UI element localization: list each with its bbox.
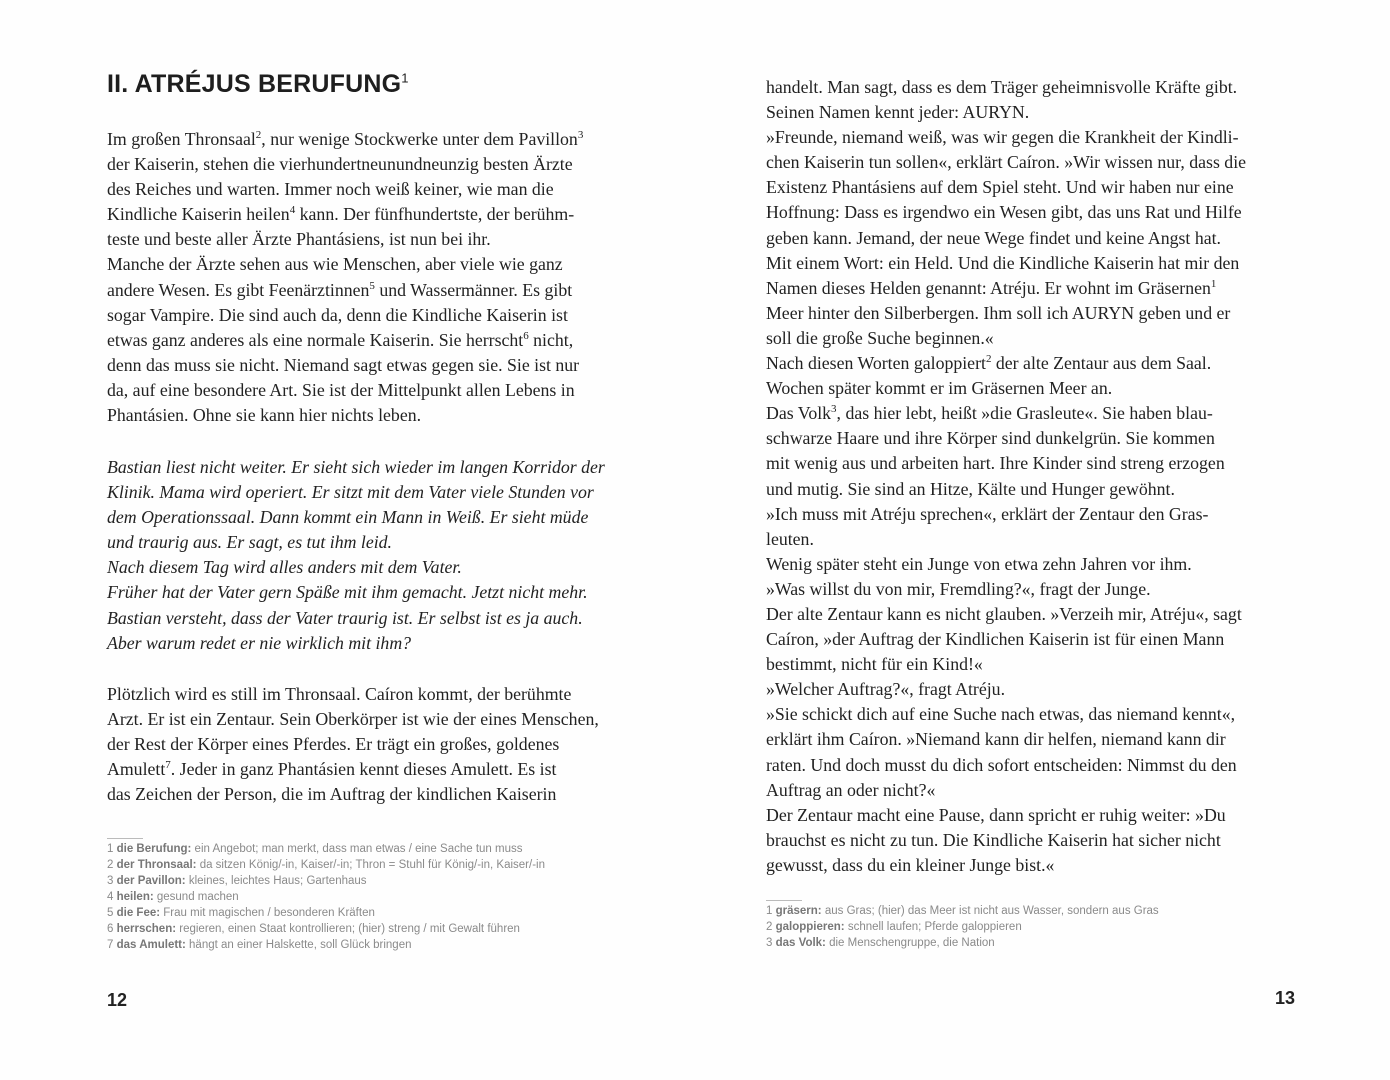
- text-line: [766, 477, 1326, 502]
- text-segment: nicht,: [528, 329, 574, 350]
- footnote-text: Frau mit magischen / besonderen Kräften: [160, 907, 375, 919]
- text-segment: Phantásien. Ohne sie kann hier nichts leben.: [107, 405, 422, 426]
- text-line: [766, 627, 1326, 652]
- text-line: [766, 75, 1326, 100]
- footnote: [107, 873, 545, 889]
- footnote-number: 4: [107, 891, 114, 903]
- text-segment: Namen dieses Helden genannt: Atréju. Er wohnt im Gräsernen: [766, 277, 1211, 298]
- text-segment: der Kaiserin, stehen die vierhundertneunundneunzig besten Ärzte: [107, 154, 573, 175]
- text-segment: und mutig. Sie sind an Hitze, Kälte und Hunger gewöhnt.: [766, 478, 1175, 499]
- footnotes-right: [766, 903, 1159, 951]
- footnotes-left: [107, 841, 545, 953]
- text-line: [766, 426, 1326, 451]
- text-segment: der alte Zentaur aus dem Saal.: [991, 353, 1212, 374]
- text-segment: , nur wenige Stockwerke unter dem Pavillon: [261, 129, 578, 149]
- text-segment: Das Volk: [766, 403, 832, 424]
- text-line: [107, 353, 647, 378]
- footnote-marker: 6: [523, 329, 529, 342]
- text-line: [107, 252, 647, 277]
- footnote: [766, 903, 1159, 919]
- text-line: [766, 351, 1326, 376]
- paragraph-cairon: [107, 682, 647, 807]
- text-line: [766, 602, 1326, 627]
- text-line: [107, 303, 647, 328]
- text-segment: denn das muss sie nicht. Niemand sagt etwas gegen sie. Sie ist nur: [107, 354, 580, 375]
- text-segment: »Welcher Auftrag?«, fragt Atréju.: [766, 679, 1006, 700]
- text-line: [107, 227, 647, 252]
- text-segment: Manche der Ärzte sehen aus wie Menschen, aber viele wie ganz: [107, 254, 563, 275]
- text-line: Nach diesem Tag wird alles anders mit dem Vater.: [107, 557, 462, 578]
- text-line: Bastian versteht, dass der Vater traurig ist. Er selbst ist es ja auch.: [107, 607, 583, 628]
- text-segment: brauchst es nicht zu tun. Die Kindliche Kaiserin hat sicher nicht: [766, 829, 1221, 850]
- right-body-text: [766, 75, 1326, 878]
- text-segment: Kindliche Kaiserin heilen: [107, 204, 290, 225]
- footnote-divider: [107, 838, 143, 839]
- text-line: [107, 152, 647, 177]
- footnote-number: 3: [107, 875, 114, 887]
- title-footnote-marker: 1: [401, 70, 409, 86]
- text-segment: »Freunde, niemand weiß, was wir gegen die Krankheit der Kindli-: [766, 127, 1239, 148]
- text-line: [107, 757, 647, 782]
- text-line: [766, 175, 1326, 200]
- text-segment: raten. Und doch musst du dich sofort entscheiden: Nimmst du den: [766, 754, 1237, 775]
- footnote-text: schnell laufen; Pferde galoppieren: [844, 921, 1022, 933]
- footnote-term: der Thronsaal:: [116, 859, 197, 871]
- page-number-right: 13: [1275, 988, 1296, 1008]
- text-segment: gewusst, dass du ein kleiner Junge bist.«: [766, 854, 1055, 875]
- text-segment: Der Zentaur macht eine Pause, dann spricht er ruhig weiter: »Du: [766, 804, 1226, 825]
- text-segment: Hoffnung: Dass es irgendwo ein Wesen gibt, das uns Rat und Hilfe: [766, 202, 1242, 223]
- text-line: [107, 202, 647, 227]
- text-line: [766, 301, 1326, 326]
- footnote: [107, 937, 545, 953]
- text-line: [766, 828, 1326, 853]
- text-segment: . Jeder in ganz Phantásien kennt dieses Amulett. Es ist: [170, 759, 557, 780]
- footnote-text: da sitzen König/-in, Kaiser/-in; Thron = Stuhl für König/-in, Kaiser/-in: [196, 859, 545, 871]
- text-line: [107, 782, 647, 807]
- text-line: [107, 328, 647, 353]
- footnote-marker: 7: [165, 759, 171, 772]
- footnote-marker: 2: [985, 353, 992, 366]
- text-line: [107, 732, 647, 757]
- text-line: Klinik. Mama wird operiert. Er sitzt mit dem Vater viele Stunden vor: [107, 482, 594, 503]
- text-line: [766, 251, 1326, 276]
- text-line: Bastian liest nicht weiter. Er sieht sich wieder im langen Korridor der: [107, 457, 605, 477]
- text-segment: Auftrag an oder nicht?«: [766, 779, 936, 800]
- text-segment: des Reiches und warten. Immer noch weiß keiner, wie man die: [107, 179, 554, 200]
- footnote-text: regieren, einen Staat kontrollieren; (hier) streng / mit Gewalt führen: [176, 923, 520, 935]
- text-line: und traurig aus. Er sagt, es tut ihm leid.: [107, 532, 393, 553]
- footnote-number: 5: [107, 907, 114, 919]
- text-line: [107, 378, 647, 403]
- footnote: [107, 905, 545, 921]
- footnote-text: hängt an einer Halskette, soll Glück bringen: [185, 939, 412, 951]
- text-segment: andere Wesen. Es gibt Feenärztinnen: [107, 279, 370, 300]
- footnote-term: herrschen:: [116, 923, 177, 935]
- text-line: [107, 127, 647, 152]
- text-line: [766, 401, 1326, 426]
- footnote: [107, 841, 545, 857]
- text-line: [766, 577, 1326, 602]
- footnote-marker: 3: [831, 403, 837, 416]
- text-segment: Nach diesen Worten galoppiert: [766, 353, 986, 374]
- text-segment: das Zeichen der Person, die im Auftrag der kindlichen Kaiserin: [107, 784, 557, 805]
- text-segment: geben kann. Jemand, der neue Wege findet und keine Angst hat.: [766, 227, 1221, 248]
- text-segment: Existenz Phantásiens auf dem Spiel steht. Und wir haben nur eine: [766, 177, 1234, 198]
- text-line: [766, 276, 1326, 301]
- text-line: [766, 100, 1326, 125]
- text-segment: »Sie schickt dich auf eine Suche nach etwas, das niemand kennt«,: [766, 704, 1236, 725]
- text-segment: Arzt. Er ist ein Zentaur. Sein Oberkörper ist wie der eines Menschen,: [107, 709, 599, 730]
- text-line: [107, 278, 647, 303]
- footnote-marker: 3: [577, 129, 584, 142]
- text-line: [766, 652, 1326, 677]
- footnote-number: 3: [766, 937, 773, 949]
- text-segment: kann. Der fünfhundertste, der berühm-: [295, 204, 575, 225]
- footnote-term: der Pavillon:: [116, 875, 186, 887]
- footnote-term: heilen:: [116, 891, 154, 903]
- text-line: Aber warum redet er nie wirklich mit ihm?: [107, 632, 412, 653]
- text-segment: Mit einem Wort: ein Held. Und die Kindliche Kaiserin hat mir den: [766, 252, 1240, 273]
- text-segment: Seinen Namen kennt jeder: AURYN.: [766, 102, 1030, 123]
- text-segment: handelt. Man sagt, dass es dem Träger geheimnisvolle Kräfte gibt.: [766, 77, 1238, 97]
- text-line: [766, 226, 1326, 251]
- text-line: [766, 552, 1326, 577]
- text-line: [766, 150, 1326, 175]
- footnote: [107, 889, 545, 905]
- text-line: [766, 853, 1326, 878]
- text-segment: und Wassermänner. Es gibt: [374, 279, 573, 300]
- footnote: [107, 857, 545, 873]
- text-segment: etwas ganz anderes als eine normale Kaiserin. Sie herrscht: [107, 329, 524, 350]
- text-segment: bestimmt, nicht für ein Kind!«: [766, 654, 983, 675]
- text-segment: Wochen später kommt er im Gräsernen Meer an.: [766, 378, 1113, 399]
- footnote-term: galoppieren:: [775, 921, 845, 933]
- text-segment: , das hier lebt, heißt »die Grasleute«. Sie haben blau-: [836, 403, 1213, 424]
- text-line: [766, 326, 1326, 351]
- text-segment: Der alte Zentaur kann es nicht glauben. »Verzeih mir, Atréju«, sagt: [766, 603, 1242, 624]
- right-page: [695, 0, 1390, 1080]
- footnote-term: gräsern:: [775, 905, 822, 917]
- text-segment: chen Kaiserin tun sollen«, erklärt Caíron. »Wir wissen nur, dass die: [766, 152, 1247, 173]
- footnote-marker: 1: [1210, 277, 1217, 290]
- footnote-number: 2: [107, 859, 114, 871]
- text-line: [766, 502, 1326, 527]
- footnote: [107, 921, 545, 937]
- footnote-term: das Amulett:: [116, 939, 186, 951]
- text-line: [766, 753, 1326, 778]
- paragraph-italic-bastian: [107, 455, 647, 656]
- text-segment: teste und beste aller Ärzte Phantásiens, ist nun bei ihr.: [107, 229, 491, 250]
- text-segment: Caíron, »der Auftrag der Kindlichen Kaiserin ist für einen Mann: [766, 629, 1225, 650]
- footnote-marker: 2: [255, 129, 262, 142]
- footnote-text: die Menschengruppe, die Nation: [825, 937, 995, 949]
- text-line: [766, 727, 1326, 752]
- footnote-marker: 5: [369, 279, 375, 292]
- footnote-text: aus Gras; (hier) das Meer ist nicht aus Wasser, sondern aus Gras: [821, 905, 1159, 917]
- text-segment: erklärt ihm Caíron. »Niemand kann dir helfen, niemand kann dir: [766, 729, 1226, 750]
- text-line: [766, 200, 1326, 225]
- text-segment: »Ich muss mit Atréju sprechen«, erklärt der Zentaur den Gras-: [766, 503, 1209, 524]
- footnote-number: 7: [107, 939, 114, 951]
- text-line: dem Operationssaal. Dann kommt ein Mann in Weiß. Er sieht müde: [107, 507, 589, 528]
- text-line: [766, 125, 1326, 150]
- text-line: Früher hat der Vater gern Späße mit ihm gemacht. Jetzt nicht mehr.: [107, 582, 588, 603]
- text-segment: »Was willst du von mir, Fremdling?«, fragt der Junge.: [766, 578, 1151, 599]
- text-line: [107, 177, 647, 202]
- footnote-divider: [766, 900, 802, 901]
- text-segment: schwarze Haare und ihre Körper sind dunkelgrün. Sie kommen: [766, 428, 1215, 449]
- text-segment: der Rest der Körper eines Pferdes. Er trägt ein großes, goldenes: [107, 734, 560, 755]
- text-segment: soll die große Suche beginnen.«: [766, 327, 994, 348]
- text-segment: da, auf eine besondere Art. Sie ist der Mittelpunkt allen Lebens in: [107, 379, 575, 400]
- text-line: [107, 682, 647, 707]
- footnote-marker: 4: [289, 204, 296, 217]
- text-line: [107, 707, 647, 732]
- text-segment: mit wenig aus und arbeiten hart. Ihre Kinder sind streng erzogen: [766, 453, 1225, 474]
- text-segment: Amulett: [107, 759, 166, 780]
- paragraph-throne-room: [107, 127, 647, 428]
- footnote-text: kleines, leichtes Haus; Gartenhaus: [185, 875, 367, 887]
- text-segment: Im großen Thronsaal: [107, 129, 256, 149]
- text-segment: leuten.: [766, 528, 814, 549]
- text-line: [766, 527, 1326, 552]
- footnote-term: die Fee:: [116, 907, 161, 919]
- text-line: [766, 803, 1326, 828]
- footnote-number: 1: [107, 843, 114, 855]
- chapter-title: [107, 70, 409, 99]
- footnote: [766, 919, 1159, 935]
- footnote-number: 6: [107, 923, 114, 935]
- text-line: [766, 778, 1326, 803]
- footnote-number: 1: [766, 905, 773, 917]
- text-segment: Plötzlich wird es still im Thronsaal. Caíron kommt, der berühmte: [107, 684, 572, 704]
- text-line: [107, 403, 647, 428]
- text-line: [766, 702, 1326, 727]
- chapter-title-text: II. ATRÉJUS BERUFUNG: [107, 70, 402, 98]
- page-number-left: 12: [107, 990, 128, 1010]
- footnote-number: 2: [766, 921, 773, 933]
- footnote-term: die Berufung:: [116, 843, 192, 855]
- text-line: [766, 376, 1326, 401]
- text-line: [766, 451, 1326, 476]
- text-line: [766, 677, 1326, 702]
- text-segment: Wenig später steht ein Junge von etwa zehn Jahren vor ihm.: [766, 553, 1192, 574]
- text-segment: Meer hinter den Silberbergen. Ihm soll ich AURYN geben und er: [766, 302, 1231, 323]
- footnote: [766, 935, 1159, 951]
- footnote-text: ein Angebot; man merkt, dass man etwas / eine Sache tun muss: [191, 843, 523, 855]
- text-segment: sogar Vampire. Die sind auch da, denn die Kindliche Kaiserin ist: [107, 304, 568, 325]
- footnote-term: das Volk:: [775, 937, 826, 949]
- footnote-text: gesund machen: [153, 891, 239, 903]
